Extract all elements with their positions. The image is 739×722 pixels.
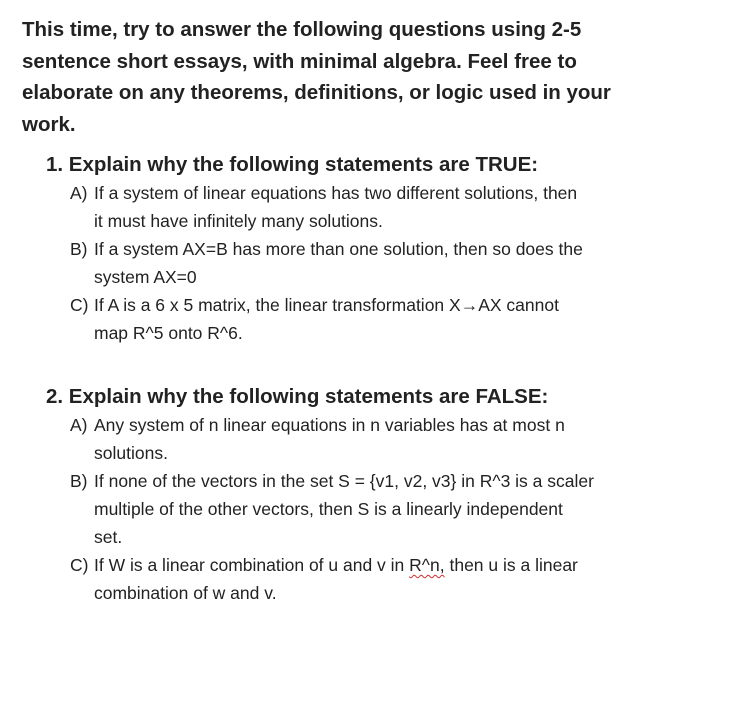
item-line: system AX=0 bbox=[94, 267, 197, 287]
item-line: map R^5 onto R^6. bbox=[94, 323, 243, 343]
item-line: Any system of n linear equations in n variables has at most n bbox=[94, 415, 565, 435]
spellcheck-flagged-word[interactable]: R^n, bbox=[409, 555, 445, 575]
question-item bbox=[46, 235, 654, 291]
question-item bbox=[46, 291, 654, 347]
item-line: multiple of the other vectors, then S is a linearly independent bbox=[94, 499, 563, 519]
item-line: If none of the vectors in the set S = {v1, v2, v3} in R^3 is a scaler bbox=[94, 471, 594, 491]
item-line: combination of w and v. bbox=[94, 583, 277, 603]
item-letter: B) bbox=[70, 471, 88, 491]
instructions-line: sentence short essays, with minimal algebra. Feel free to bbox=[22, 49, 577, 73]
item-line: set. bbox=[94, 527, 123, 547]
instructions-line: work. bbox=[22, 112, 76, 136]
question-item bbox=[46, 467, 654, 551]
item-letter: C) bbox=[70, 295, 89, 315]
item-line: solutions. bbox=[94, 443, 168, 463]
question-item bbox=[46, 179, 654, 235]
item-line: If A is a 6 x 5 matrix, the linear transformation X→AX cannot bbox=[94, 295, 559, 315]
item-letter: B) bbox=[70, 239, 88, 259]
question-item bbox=[46, 551, 654, 607]
question-heading: 2. Explain why the following statements are FALSE: bbox=[46, 385, 549, 408]
item-line: If a system AX=B has more than one solution, then so does the bbox=[94, 239, 583, 259]
item-text: If W is a linear combination of u and v in bbox=[94, 555, 410, 575]
instructions-line: elaborate on any theorems, definitions, or logic used in your bbox=[22, 81, 611, 104]
question-1 bbox=[46, 151, 706, 347]
item-line bbox=[94, 551, 654, 579]
instructions-paragraph bbox=[22, 14, 722, 140]
instructions-line: This time, try to answer the following questions using 2-5 bbox=[22, 18, 582, 41]
item-line: If a system of linear equations has two different solutions, then bbox=[94, 183, 578, 203]
item-letter: C) bbox=[70, 555, 89, 575]
item-text: then u is a linear bbox=[444, 555, 578, 575]
question-2 bbox=[46, 383, 706, 607]
question-heading: 1. Explain why the following statements are TRUE: bbox=[46, 153, 539, 176]
question-item bbox=[46, 411, 654, 467]
item-letter: A) bbox=[70, 183, 88, 203]
item-letter: A) bbox=[70, 415, 88, 435]
item-line: it must have infinitely many solutions. bbox=[94, 211, 383, 231]
